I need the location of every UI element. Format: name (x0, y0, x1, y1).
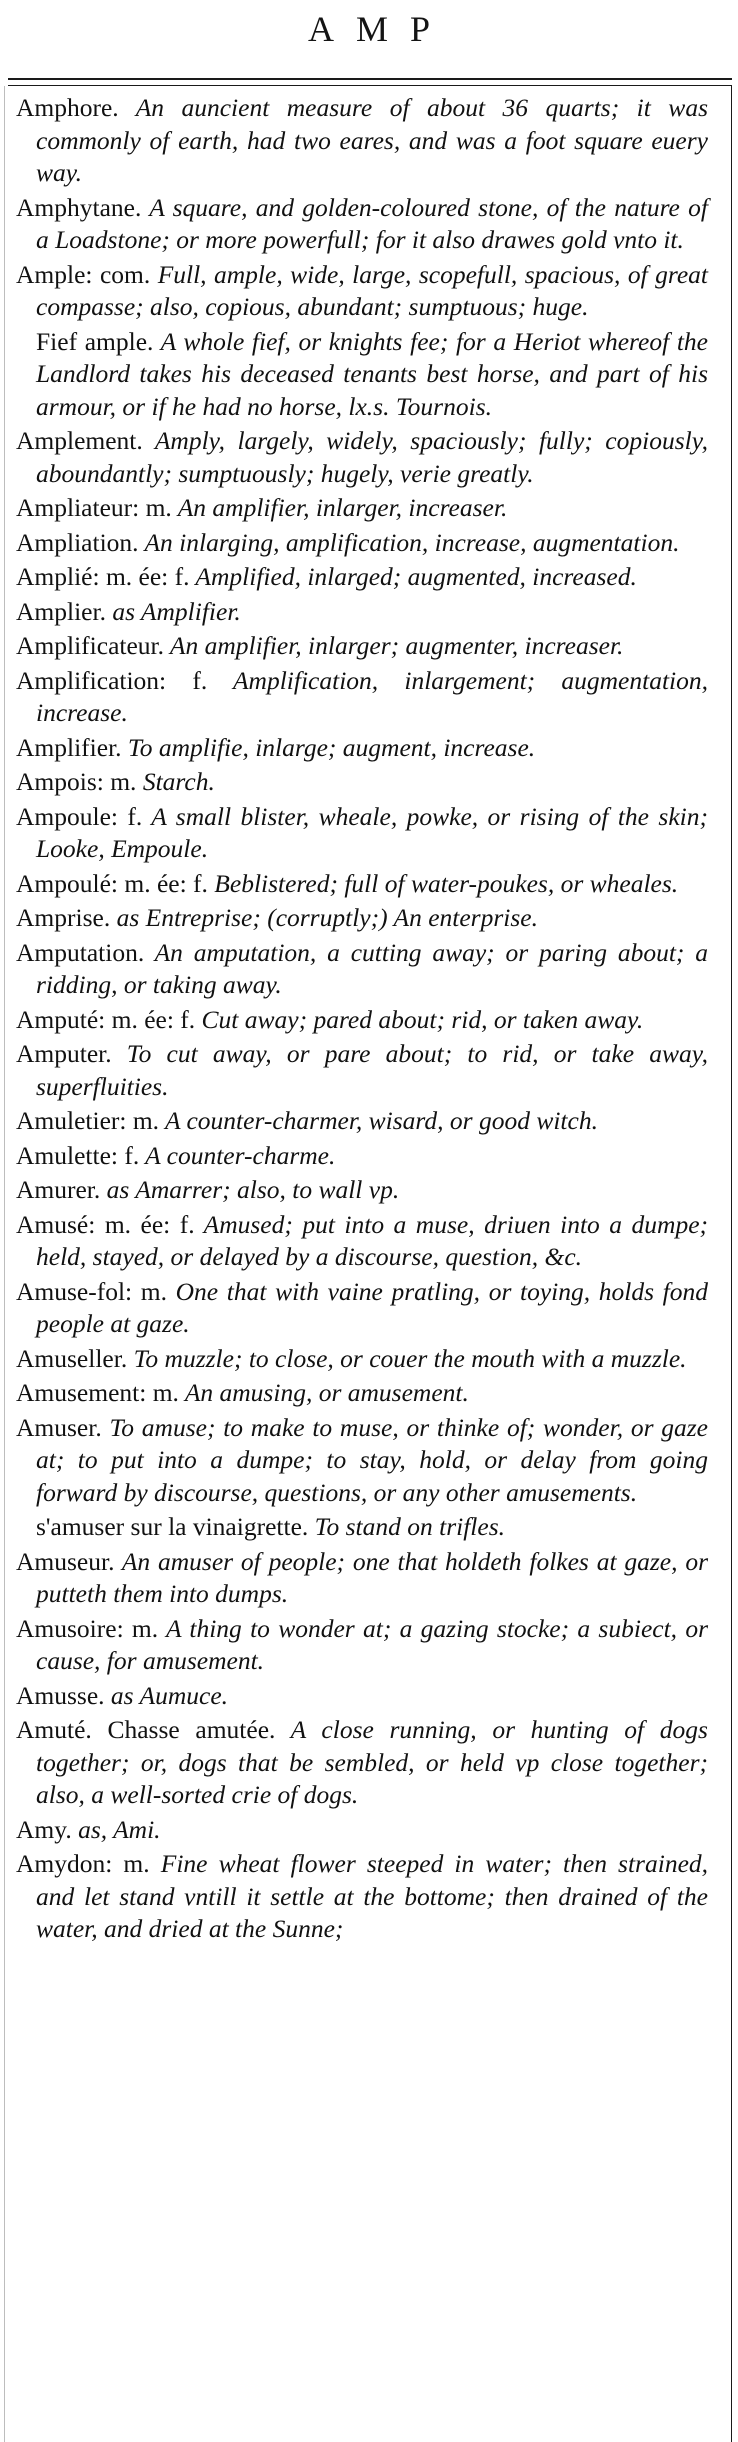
entry-headword: Amusé: m. ée: f. (16, 1209, 195, 1239)
entry-definition: An amplifier, inlarger, increaser. (171, 493, 508, 522)
entry-definition: An auncient measure of about 36 quarts; it was commonly of earth, had two eares, and was a foot square euery way. (36, 93, 708, 187)
entry-headword: Amuser. (16, 1412, 102, 1442)
entry-headword: Amplié: m. ée: f. (16, 562, 190, 591)
entry-headword: Amuté. Chasse amutée. (16, 1715, 276, 1744)
dictionary-entry-amuse (16, 1209, 708, 1274)
dictionary-entry-amplification (16, 665, 708, 730)
entry-definition: A whole fief, or knights fee; for a Heriot whereof the Landlord takes his deceased tenants best horse, and part of his armour, or if he had no horse, lx.s. Tournois. (36, 326, 708, 421)
entry-headword: Amurer. (16, 1175, 101, 1204)
dictionary-entry-amydon (16, 1848, 708, 1946)
entry-headword: Amphytane. (16, 192, 142, 222)
dictionary-entry-amuseller (16, 1343, 708, 1376)
entry-definition: Amplified, inlarged; augmented, increased. (189, 562, 637, 591)
entry-definition: as Aumuce. (104, 1680, 229, 1710)
dictionary-entry-amute (16, 1714, 708, 1812)
dictionary-entry-amputation (16, 937, 708, 1002)
entry-headword: Amusement: m. (16, 1378, 179, 1407)
dictionary-entry-amplifier (16, 732, 708, 765)
entry-headword: Amphore. (16, 93, 119, 122)
entry-definition: Starch. (136, 767, 215, 796)
entry-definition: as, Ami. (71, 1814, 161, 1844)
entry-definition: One that with vaine pratling, or toying, holds fond people at gaze. (36, 1276, 708, 1338)
entry-headword: Ampoulé: m. ée: f. (16, 868, 208, 898)
dictionary-entry-amplement (16, 425, 708, 490)
entry-definition: Amused; put into a muse, driuen into a dumpe; held, stayed, or delayed by a discourse, question, &c. (36, 1209, 708, 1271)
entry-definition: An amusing, or amusement. (178, 1378, 469, 1407)
dictionary-entry-amusse (16, 1680, 708, 1713)
entry-definition: Cut away; pared about; rid, or taken away. (195, 1004, 644, 1034)
entry-definition: To muzzle; to close, or couer the mouth with a muzzle. (127, 1343, 687, 1373)
column-rule-right (731, 86, 732, 2442)
dictionary-entry-ampliateur (16, 492, 708, 525)
dictionary-entry-amuletier (16, 1105, 708, 1138)
entry-definition: To amplifie, inlarge; augment, increase. (121, 732, 536, 762)
dictionary-entry-amy (16, 1814, 708, 1847)
dictionary-entry-ampute (16, 1004, 708, 1037)
entry-headword: Amulette: f. (16, 1140, 140, 1170)
entry-definition: Beblistered; full of water-poukes, or wheales. (207, 868, 679, 898)
entry-headword: Ampliation. (16, 527, 139, 557)
entry-headword: Amplifier. (16, 732, 122, 762)
dictionary-entry-amphytane (16, 192, 708, 257)
dictionary-entry-ampois (16, 766, 708, 799)
entry-definition: A counter-charme. (139, 1140, 336, 1170)
entry-headword: Amputé: m. ée: f. (16, 1004, 196, 1034)
entry-definition: An inlarging, amplification, increase, augmentation. (138, 527, 680, 557)
dictionary-entry-ampoule2 (16, 868, 708, 901)
entry-headword: Amplier. (16, 596, 106, 626)
dictionary-entry-ampoule (16, 801, 708, 866)
entry-headword: Amplification: f. (16, 665, 208, 695)
dictionary-entry-amuse-fol (16, 1276, 708, 1341)
dictionary-column (16, 92, 708, 1948)
entry-headword: Amputer. (16, 1039, 112, 1068)
column-rule-left (4, 86, 5, 2442)
entry-definition: To stand on trifles. (308, 1512, 505, 1541)
dictionary-entry-amulette (16, 1140, 708, 1173)
header-rule (8, 78, 732, 80)
dictionary-entry-amusoire (16, 1613, 708, 1678)
dictionary-entry-amuser (16, 1412, 708, 1510)
dictionary-entry-ample (16, 259, 708, 324)
dictionary-entry-fief-ample (16, 326, 708, 424)
entry-headword: s'amuser sur la vinaigrette. (36, 1512, 309, 1541)
entry-headword: Amputation. (16, 937, 145, 967)
entry-definition: An amplifier, inlarger; augmenter, increaser. (164, 631, 624, 660)
entry-headword: Amplificateur. (16, 631, 164, 660)
entry-headword: Amusoire: m. (16, 1613, 159, 1643)
entry-definition: Amplification, inlargement; augmentation, increase. (36, 665, 708, 727)
dictionary-entry-ampliation (16, 527, 708, 560)
entry-headword: Amydon: m. (16, 1849, 150, 1878)
entry-headword: Ample: com. (16, 259, 151, 289)
entry-headword: Ampois: m. (16, 767, 137, 796)
entry-headword: Amy. (16, 1814, 72, 1844)
dictionary-entry-amplie (16, 561, 708, 594)
entry-definition: An amputation, a cutting away; or paring about; a ridding, or taking away. (36, 937, 708, 999)
entry-headword: Ampoule: f. (16, 801, 143, 831)
dictionary-entry-amurer (16, 1174, 708, 1207)
entry-headword: Amuseller. (16, 1343, 128, 1373)
running-head: AMP (307, 9, 453, 49)
entry-headword: Ampliateur: m. (16, 493, 172, 522)
dictionary-entry-amplificateur (16, 630, 708, 663)
dictionary-entry-amplier (16, 596, 708, 629)
entry-definition: Fine wheat flower steeped in water; then strained, and let stand vntill it settle at the bottome; then drained of the water, and dried at the Sunne; (36, 1849, 709, 1943)
entry-definition: as Entreprise; (corruptly;) An enterprise. (110, 903, 538, 932)
entry-definition: An amuser of people; one that holdeth folkes at gaze, or putteth them into dumps. (36, 1546, 708, 1608)
entry-definition: To amuse; to make to muse, or thinke of; wonder, or gaze at; to put into a dumpe; to stay, hold, or delay from going forward by discourse, questions, or any other amusements. (36, 1412, 708, 1507)
entry-headword: Amuse-fol: m. (16, 1276, 167, 1306)
entry-headword: Amuletier: m. (16, 1106, 160, 1135)
entry-headword: Fief ample. (36, 326, 154, 356)
entry-headword: Amprise. (16, 903, 111, 932)
entry-headword: Amplement. (16, 426, 143, 455)
entry-definition: A close running, or hunting of dogs together; or, dogs that be sembled, or held vp close together; also, a well-sorted crie of dogs. (36, 1715, 708, 1809)
dictionary-entry-amprise (16, 902, 708, 935)
dictionary-entry-amuseur (16, 1546, 708, 1611)
entry-definition: To cut away, or pare about; to rid, or take away, superfluities. (36, 1039, 708, 1101)
entry-definition: A thing to wonder at; a gazing stocke; a subiect, or cause, for amusement. (36, 1613, 708, 1675)
entry-definition: A small blister, wheale, powke, or rising of the skin; Looke, Empoule. (36, 801, 708, 863)
entry-definition: as Amarrer; also, to wall vp. (100, 1175, 400, 1204)
dictionary-entry-amphore (16, 92, 708, 190)
dictionary-entry-samuser (16, 1511, 708, 1544)
entry-definition: Full, ample, wide, large, scopefull, spacious, of great compasse; also, copious, abundant; sumptuous; huge. (36, 259, 709, 321)
entry-definition: A counter-charmer, wisard, or good witch. (159, 1106, 598, 1135)
entry-definition: as Amplifier. (105, 596, 241, 626)
entry-definition: Amply, largely, widely, spaciously; fully; copiously, aboundantly; sumptuously; hugely, verie greatly. (36, 426, 708, 488)
entry-headword: Amusse. (16, 1680, 105, 1710)
entry-headword: Amuseur. (16, 1546, 115, 1576)
header-rule-thin (8, 85, 732, 86)
dictionary-entry-amusement (16, 1377, 708, 1410)
dictionary-entry-amputer (16, 1038, 708, 1103)
page-header (0, 0, 738, 102)
entry-definition: A square, and golden-coloured stone, of the nature of a Loadstone; or more powerfull; for it also drawes gold vnto it. (36, 192, 708, 254)
